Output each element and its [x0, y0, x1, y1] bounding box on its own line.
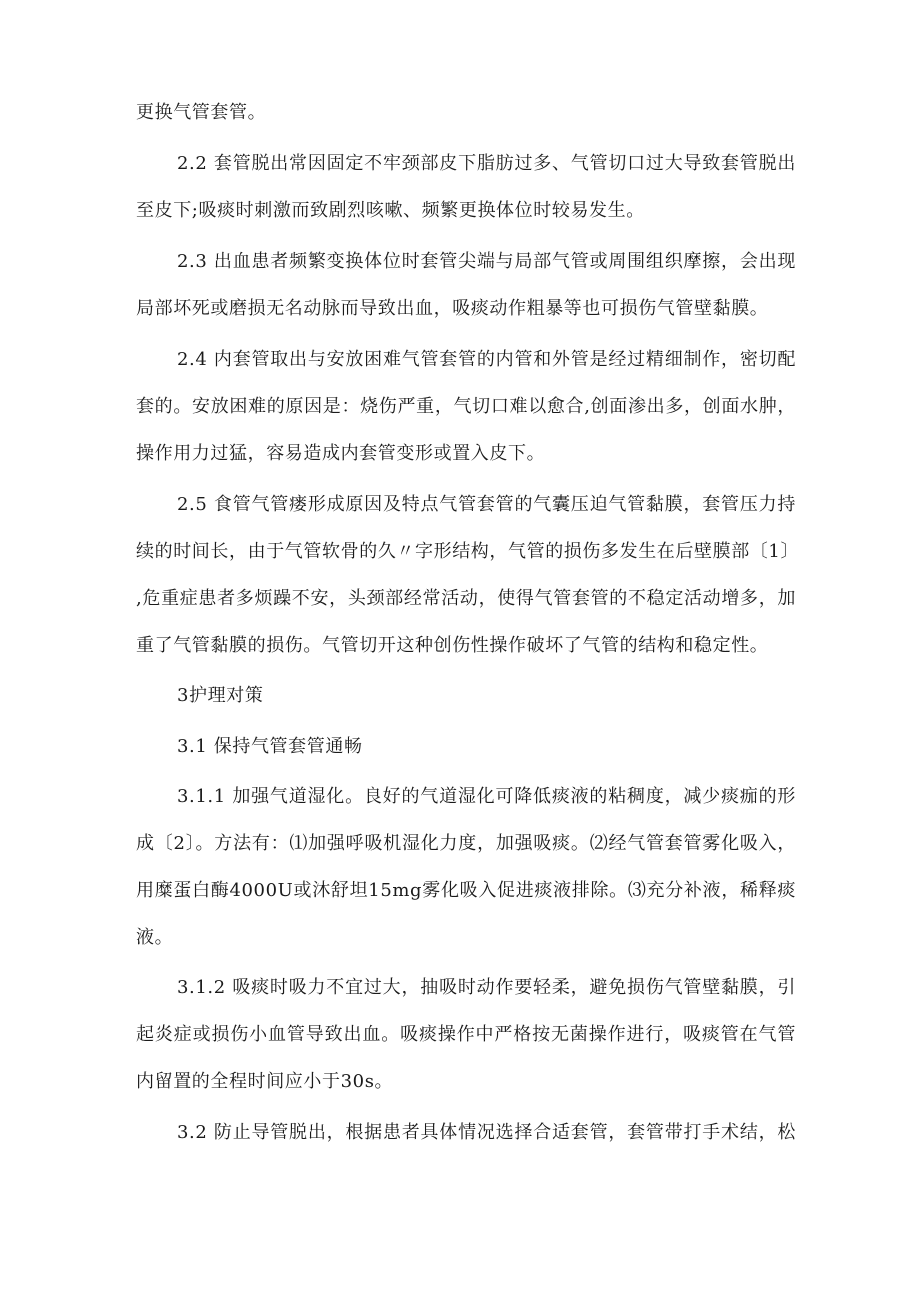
text-line-6: 2.4 内套管取出与安放困难气管套管的内管和外管是经过精细制作，密切配 — [177, 349, 796, 370]
text-line-12: 重了气管黏膜的损伤。气管切开这种创伤性操作破坏了气管的结构和稳定性。 — [136, 635, 769, 656]
text-line-1: 更换气管套管。 — [136, 102, 267, 123]
text-line-4: 2.3 出血患者频繁变换体位时套管尖端与局部气管或周围组织摩擦，会出现 — [177, 251, 796, 272]
text-line-20: 起炎症或损伤小血管导致出血。吸痰操作中严格按无菌操作进行，吸痰管在气管 — [136, 1024, 796, 1045]
text-line-7: 套的。安放困难的原因是：烧伤严重，气切口难以愈合,创面渗出多，创面水肿， — [136, 396, 796, 417]
text-line-16: 成〔2〕。方法有：⑴加强呼吸机湿化力度，加强吸痰。⑵经气管套管雾化吸入， — [136, 833, 796, 854]
text-line-11: ,危重症患者多烦躁不安，头颈部经常活动，使得气管套管的不稳定活动增多，加 — [136, 588, 796, 609]
text-line-3: 至皮下;吸痰时刺激而致剧烈咳嗽、频繁更换体位时较易发生。 — [136, 200, 645, 221]
text-line-5: 局部坏死或磨损无名动脉而导致出血，吸痰动作粗暴等也可损伤气管壁黏膜。 — [136, 298, 769, 319]
section-heading: 3护理对策 — [177, 685, 264, 706]
text-line-22: 3.2 防止导管脱出，根据患者具体情况选择合适套管，套管带打手术结，松 — [177, 1122, 796, 1143]
text-line-8: 操作用力过猛，容易造成内套管变形或置入皮下。 — [136, 443, 546, 464]
text-line-19: 3.1.2 吸痰时吸力不宜过大，抽吸时动作要轻柔，避免损伤气管壁黏膜，引 — [177, 977, 796, 998]
text-line-10: 续的时间长，由于气管软骨的久〃字形结构，气管的损伤多发生在后壁膜部〔1〕 — [136, 541, 800, 562]
text-line-9: 2.5 食管气管瘘形成原因及特点气管套管的气囊压迫气管黏膜，套管压力持 — [177, 494, 796, 515]
text-line-15: 3.1.1 加强气道湿化。良好的气道湿化可降低痰液的粘稠度，减少痰痂的形 — [177, 786, 796, 807]
text-line-2: 2.2 套管脱出常因固定不牢颈部皮下脂肪过多、气管切口过大导致套管脱出 — [177, 153, 796, 174]
text-line-18: 液。 — [136, 927, 174, 948]
text-line-21: 内留置的全程时间应小于30s。 — [136, 1071, 394, 1092]
text-line-17: 用糜蛋白酶4000U或沐舒坦15mg雾化吸入促进痰液排除。⑶充分补液，稀释痰 — [136, 880, 796, 901]
subsection-heading: 3.1 保持气管套管通畅 — [177, 736, 363, 757]
